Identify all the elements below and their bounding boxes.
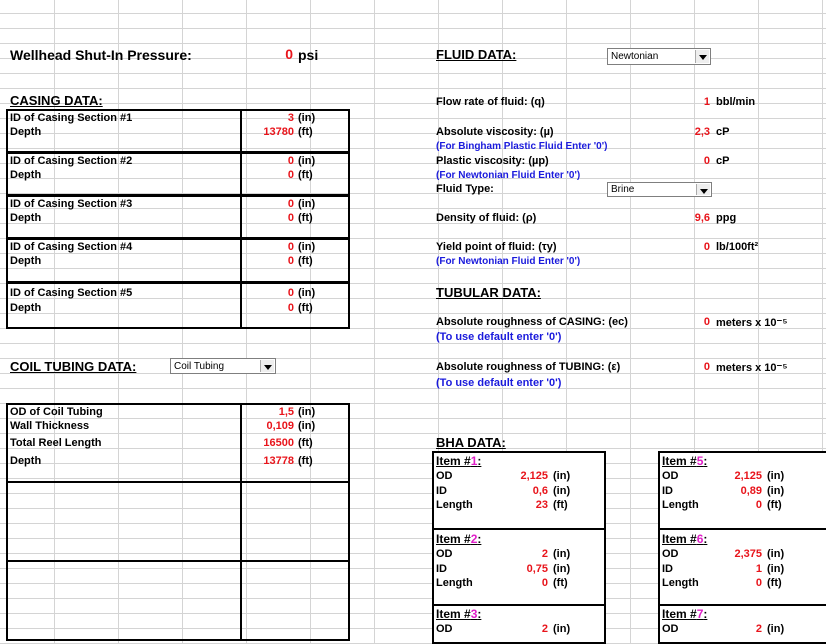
item-prefix: Item # — [436, 607, 471, 621]
coil-tubing-dropdown-value: Coil Tubing — [174, 361, 225, 372]
bha-1-id[interactable]: 0,6 — [532, 485, 548, 497]
casing-2-depth[interactable]: 0 — [287, 169, 294, 181]
coil-reel-label: Total Reel Length — [10, 437, 102, 449]
tubing-rough-label: Absolute roughness of TUBING: (ε) — [436, 361, 621, 373]
density-label: Density of fluid: (ρ) — [436, 212, 537, 224]
casing-3-depth-label: Depth — [10, 212, 42, 224]
casing-3-depth[interactable]: 0 — [287, 212, 294, 224]
item-number: 1 — [470, 454, 478, 468]
casing-5-depth[interactable]: 0 — [287, 302, 294, 314]
casing-3-label: ID of Casing Section #3 — [10, 198, 133, 210]
item-number: 2 — [470, 532, 478, 546]
casing-1-depth[interactable]: 13780 — [263, 126, 294, 138]
casing-1-id[interactable]: 3 — [287, 112, 294, 124]
casing-rough-note: (To use default enter '0') — [436, 331, 562, 343]
bha-6-od-label: OD — [662, 548, 679, 560]
casing-5-id-unit: (in) — [298, 287, 316, 299]
flow-unit: bbl/min — [716, 96, 756, 108]
bha-3-od[interactable]: 2 — [541, 623, 548, 635]
item-prefix: Item # — [436, 454, 471, 468]
bha-6-od[interactable]: 2,375 — [734, 548, 762, 560]
bha-5-od-unit: (in) — [767, 470, 785, 482]
casing-rough-value[interactable]: 0 — [703, 316, 710, 328]
fluid-type-dropdown[interactable] — [607, 182, 712, 197]
casing-2-depth-label: Depth — [10, 169, 42, 181]
bha-1-length-unit: (ft) — [553, 499, 568, 511]
bha-5-id-unit: (in) — [767, 485, 785, 497]
bha-7-od-unit: (in) — [767, 623, 785, 635]
bha-6-id-label: ID — [662, 563, 673, 575]
tubing-rough-value[interactable]: 0 — [703, 361, 710, 373]
flow-label: Flow rate of fluid: (q) — [436, 96, 545, 108]
chevron-down-icon[interactable] — [260, 360, 274, 372]
bha-7-od[interactable]: 2 — [755, 623, 762, 635]
bha-5-length-unit: (ft) — [767, 499, 782, 511]
bha-2-length[interactable]: 0 — [541, 577, 548, 589]
yield-label: Yield point of fluid: (τy) — [436, 241, 557, 253]
bha-6-id[interactable]: 1 — [755, 563, 762, 575]
bha-2-id[interactable]: 0,75 — [526, 563, 548, 575]
bha-2-od[interactable]: 2 — [541, 548, 548, 560]
abs-visc-label: Absolute viscosity: (µ) — [436, 126, 554, 138]
tubing-rough-note: (To use default enter '0') — [436, 377, 562, 389]
item-prefix: Item # — [662, 607, 697, 621]
coil-depth-unit: (ft) — [298, 455, 313, 467]
wellhead-unit: psi — [298, 47, 319, 63]
casing-1-label: ID of Casing Section #1 — [10, 112, 133, 124]
casing-rough-label: Absolute roughness of CASING: (ec) — [436, 316, 628, 328]
bha-3-od-label: OD — [436, 623, 453, 635]
coil-od-value[interactable]: 1,5 — [278, 406, 294, 418]
coil-divider — [240, 403, 242, 641]
bha-1-od-label: OD — [436, 470, 453, 482]
plastic-visc-unit: cP — [716, 155, 730, 167]
fluid-model-dropdown-value: Newtonian — [611, 51, 659, 62]
density-unit: ppg — [716, 212, 737, 224]
bha-2-od-label: OD — [436, 548, 453, 560]
coil-wall-value[interactable]: 0,109 — [266, 420, 294, 432]
coil-title: COIL TUBING DATA: — [10, 359, 137, 374]
fluid-title: FLUID DATA: — [436, 47, 517, 62]
bha-item-1-title: Item #1: — [436, 454, 482, 468]
casing-5-label: ID of Casing Section #5 — [10, 287, 133, 299]
yield-unit: lb/100ft² — [716, 241, 759, 253]
bha-1-od-unit: (in) — [553, 470, 571, 482]
bha-2-id-label: ID — [436, 563, 447, 575]
yield-value[interactable]: 0 — [703, 241, 710, 253]
bha-1-length[interactable]: 23 — [535, 499, 548, 511]
bha-2-id-unit: (in) — [553, 563, 571, 575]
item-number: 7 — [696, 607, 704, 621]
item-number: 3 — [470, 607, 478, 621]
coil-wall-unit: (in) — [298, 420, 316, 432]
yield-note: (For Newtonian Fluid Enter '0') — [436, 256, 581, 267]
item-prefix: Item # — [662, 454, 697, 468]
casing-rough-unit: meters x 10⁻⁵ — [716, 317, 788, 329]
coil-empty-block-2 — [6, 560, 350, 641]
abs-visc-note: (For Bingham Plastic Fluid Enter '0') — [436, 141, 608, 152]
casing-3-id-unit: (in) — [298, 198, 316, 210]
bha-5-length[interactable]: 0 — [755, 499, 762, 511]
plastic-visc-label: Plastic viscosity: (µp) — [436, 155, 549, 167]
bha-1-length-label: Length — [436, 499, 473, 511]
coil-tubing-dropdown[interactable] — [170, 358, 276, 374]
bha-2-od-unit: (in) — [553, 548, 571, 560]
bha-1-od[interactable]: 2,125 — [520, 470, 548, 482]
coil-empty-block-1 — [6, 481, 350, 562]
chevron-down-icon[interactable] — [695, 50, 709, 63]
bha-item-5-title: Item #5: — [662, 454, 708, 468]
casing-2-depth-unit: (ft) — [298, 169, 313, 181]
bha-item-6-title: Item #6: — [662, 532, 708, 546]
wellhead-value[interactable]: 0 — [285, 46, 293, 62]
bha-5-od[interactable]: 2,125 — [734, 470, 762, 482]
item-number: 6 — [696, 532, 704, 546]
casing-5-depth-unit: (ft) — [298, 302, 313, 314]
casing-1-id-unit: (in) — [298, 112, 316, 124]
plastic-visc-value[interactable]: 0 — [703, 155, 710, 167]
tubing-rough-unit: meters x 10⁻⁵ — [716, 362, 788, 374]
casing-2-id[interactable]: 0 — [287, 155, 294, 167]
flow-value[interactable]: 1 — [703, 96, 710, 108]
casing-4-id-unit: (in) — [298, 241, 316, 253]
casing-4-depth-label: Depth — [10, 255, 42, 267]
casing-2-id-unit: (in) — [298, 155, 316, 167]
chevron-down-icon[interactable] — [696, 184, 710, 195]
casing-divider — [240, 109, 242, 329]
bha-1-id-label: ID — [436, 485, 447, 497]
item-prefix: Item # — [436, 532, 471, 546]
bha-item-2-title: Item #2: — [436, 532, 482, 546]
bha-5-id[interactable]: 0,89 — [740, 485, 762, 497]
bha-5-length-label: Length — [662, 499, 699, 511]
coil-wall-label: Wall Thickness — [10, 420, 90, 432]
casing-5-depth-label: Depth — [10, 302, 42, 314]
fluid-type-label: Fluid Type: — [436, 183, 494, 195]
coil-depth-value[interactable]: 13778 — [263, 455, 294, 467]
bha-item-3-title: Item #3: — [436, 607, 482, 621]
casing-3-id[interactable]: 0 — [287, 198, 294, 210]
bha-6-id-unit: (in) — [767, 563, 785, 575]
coil-depth-label: Depth — [10, 455, 42, 467]
bha-5-id-label: ID — [662, 485, 673, 497]
casing-2-label: ID of Casing Section #2 — [10, 155, 133, 167]
fluid-model-dropdown[interactable] — [607, 48, 711, 65]
bha-6-od-unit: (in) — [767, 548, 785, 560]
bha-6-length-label: Length — [662, 577, 699, 589]
item-number: 5 — [696, 454, 704, 468]
casing-4-depth[interactable]: 0 — [287, 255, 294, 267]
coil-reel-unit: (ft) — [298, 437, 313, 449]
fluid-type-dropdown-value: Brine — [611, 184, 635, 195]
casing-4-label: ID of Casing Section #4 — [10, 241, 133, 253]
tubular-title: TUBULAR DATA: — [436, 285, 541, 300]
bha-title: BHA DATA: — [436, 435, 506, 450]
density-value[interactable]: 9,6 — [694, 212, 710, 224]
casing-4-depth-unit: (ft) — [298, 255, 313, 267]
plastic-visc-note: (For Newtonian Fluid Enter '0') — [436, 170, 581, 181]
casing-5-id[interactable]: 0 — [287, 287, 294, 299]
abs-visc-unit: cP — [716, 126, 730, 138]
abs-visc-value[interactable]: 2,3 — [694, 126, 710, 138]
bha-3-od-unit: (in) — [553, 623, 571, 635]
casing-title: CASING DATA: — [10, 93, 103, 108]
bha-5-od-label: OD — [662, 470, 679, 482]
item-prefix: Item # — [662, 532, 697, 546]
casing-3-depth-unit: (ft) — [298, 212, 313, 224]
casing-4-id[interactable]: 0 — [287, 241, 294, 253]
coil-od-label: OD of Coil Tubing — [10, 406, 103, 418]
casing-1-depth-unit: (ft) — [298, 126, 313, 138]
bha-6-length-unit: (ft) — [767, 577, 782, 589]
bha-2-length-unit: (ft) — [553, 577, 568, 589]
bha-item-7-title: Item #7: — [662, 607, 708, 621]
coil-od-unit: (in) — [298, 406, 316, 418]
wellhead-label: Wellhead Shut-In Pressure: — [10, 47, 192, 63]
coil-reel-value[interactable]: 16500 — [263, 437, 294, 449]
bha-1-id-unit: (in) — [553, 485, 571, 497]
casing-1-depth-label: Depth — [10, 126, 42, 138]
bha-2-length-label: Length — [436, 577, 473, 589]
bha-7-od-label: OD — [662, 623, 679, 635]
bha-6-length[interactable]: 0 — [755, 577, 762, 589]
